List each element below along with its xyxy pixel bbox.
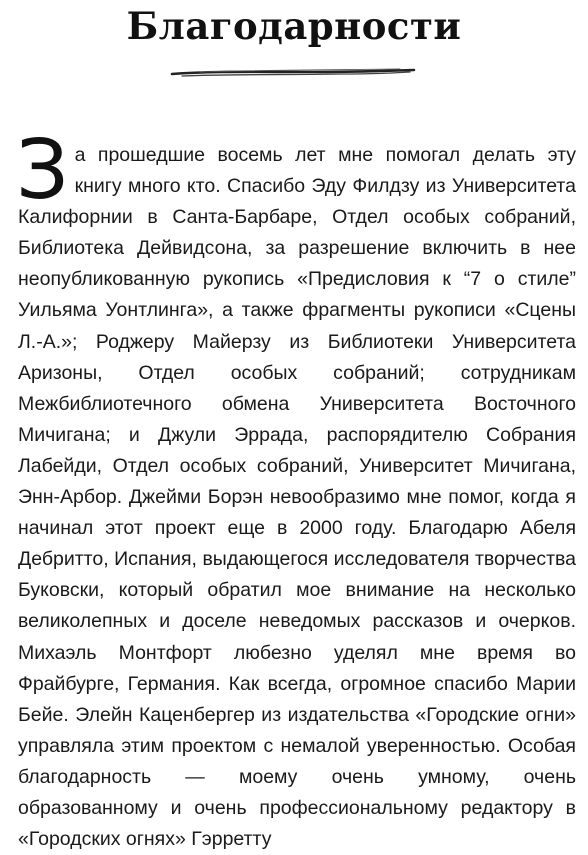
paragraph-text: а прошедшие восемь лет мне помогал делать эту книгу много кто. Спасибо Эду Филдзу из Университета Калифорнии в Санта-Барбаре, Отдел особых собраний, Библиотека Дейвидсона, за разрешение включить в нее неопубликованную рукопись «Предисловия к “7 о стиле” Уильяма Уонтлинга», а также фрагменты рукописи «Сцены Л.-А.»; Роджеру Майерзу из Библиотеки Университета Аризоны, Отдел особых собраний; сотрудникам Межбиблиотечного обмена Университета Восточного Мичигана; и Джули Эррада, распорядителю Собрания Лабейди, Отдел особых собраний, Университет Мичигана, Энн-Арбор. Джейми Борэн невообразимо мне помог, когда я начинал этот проект еще в 2000 году. Благодарю Абеля Дебритто, Испания, выдающегося исследователя творчества Буковски, который обратил мое внимание на несколько великолепных и доселе неведомых рассказов и очерков. Михаэль Монтфорт любезно уделял мне время во Фрайбурге, Германия. Как всегда, огромное спасибо Марии Бейе. Элейн Каценбергер из издательства «Городские огни» управляла этим проектом с немалой уверенностью. Особая благодарность — моему очень умному, очень образованному и очень профессиональному редактору в «Городских огнях» Гэрретту [18,144,576,851]
acknowledgements-paragraph [16,123,576,855]
decorative-divider [170,66,416,80]
page-title: Благодарности [126,4,462,48]
drop-cap: З [16,123,69,218]
